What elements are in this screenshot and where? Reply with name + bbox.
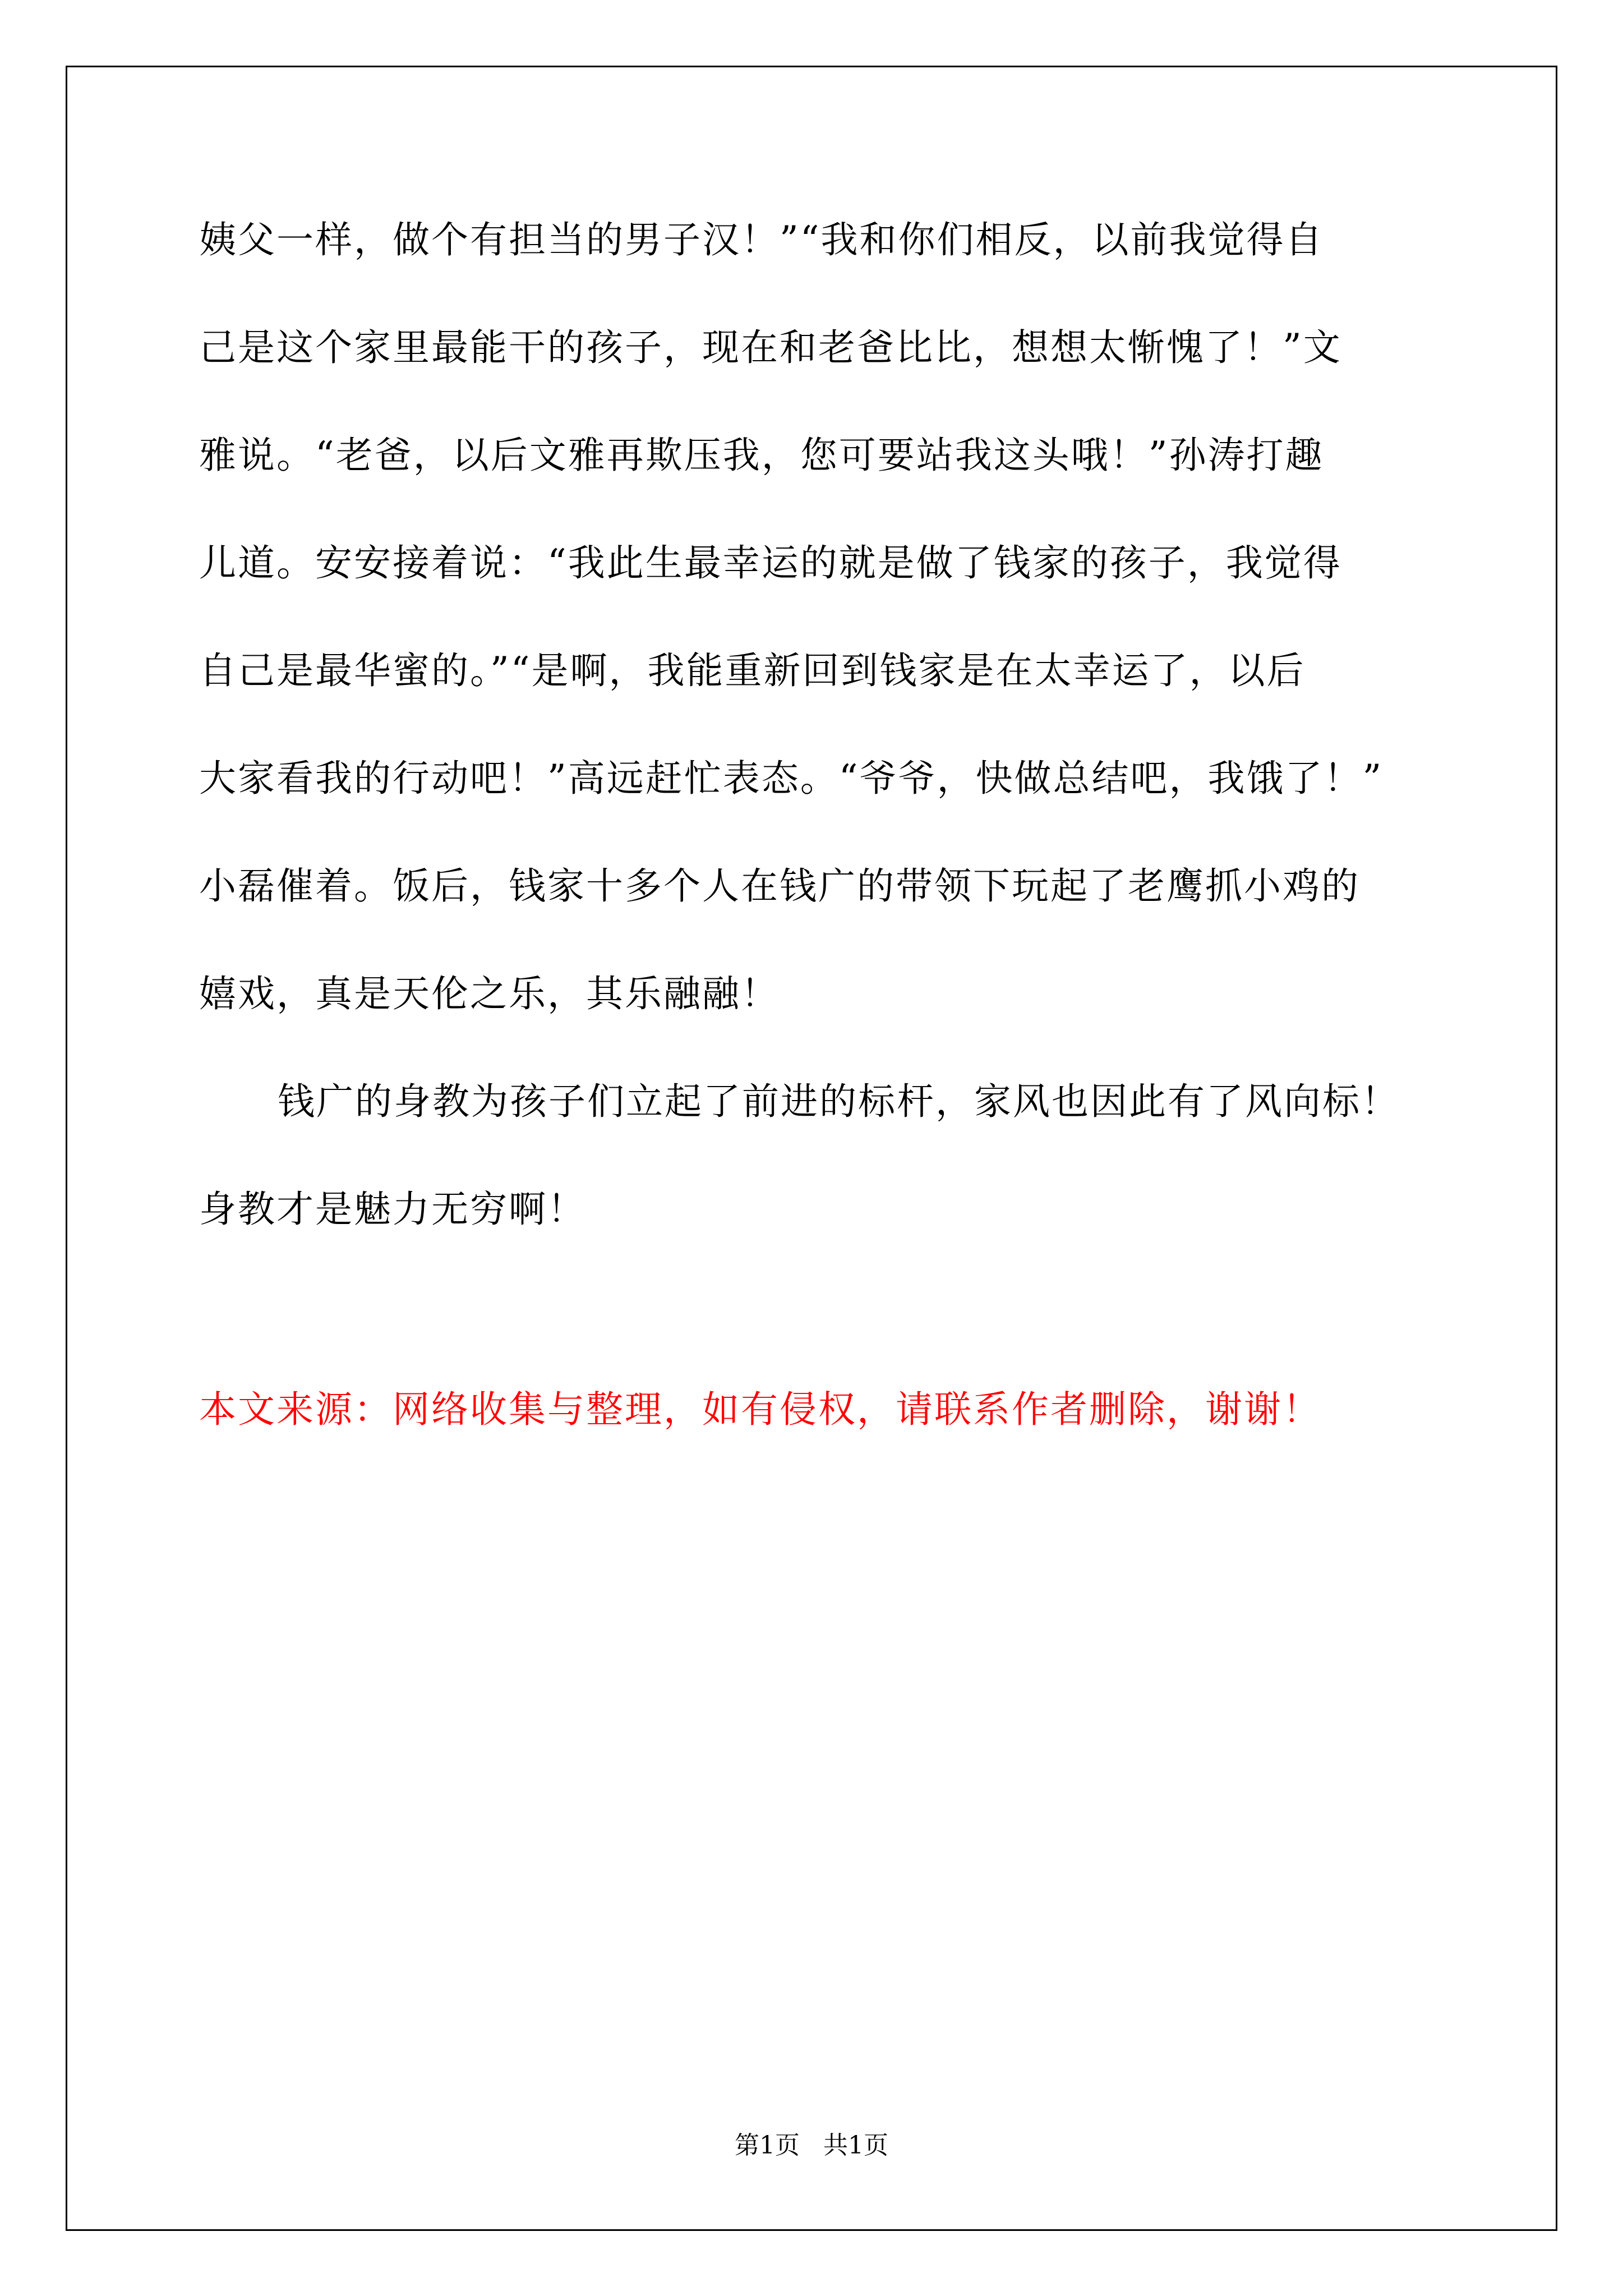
- text-line: 儿道。安安接着说：“我此生最幸运的就是做了钱家的孩子，我觉得: [199, 541, 1342, 585]
- text-line: 己是这个家里最能干的孩子，现在和老爸比比，想想太惭愧了！”文: [199, 326, 1342, 369]
- source-disclaimer: 本文来源：网络收集与整理，如有侵权，请联系作者删除，谢谢！: [199, 1388, 1321, 1431]
- text-line: 自己是最华蜜的。”“是啊，我能重新回到钱家是在太幸运了，以后: [199, 649, 1306, 692]
- text-line: 姨父一样，做个有担当的男子汉！”“我和你们相反，以前我觉得自: [199, 218, 1324, 261]
- document-body: [199, 218, 1450, 1299]
- paragraph-start-line: 钱广的身教为孩子们立起了前进的标杆，家风也因此有了风向标！: [278, 1080, 1400, 1123]
- text-line: 嬉戏，真是天伦之乐，其乐融融！: [199, 972, 780, 1015]
- page-number-footer: 第1页 共1页: [735, 2131, 888, 2160]
- text-line: 身教才是魅力无穷啊！: [199, 1188, 586, 1231]
- text-line: 大家看我的行动吧！”高远赶忙表态。“爷爷，快做总结吧，我饿了！”: [199, 757, 1384, 800]
- text-line: 雅说。“老爸，以后文雅再欺压我，您可要站我这头哦！”孙涛打趣: [199, 434, 1324, 477]
- text-line: 小磊催着。饭后，钱家十多个人在钱广的带领下玩起了老鹰抓小鸡的: [199, 864, 1360, 908]
